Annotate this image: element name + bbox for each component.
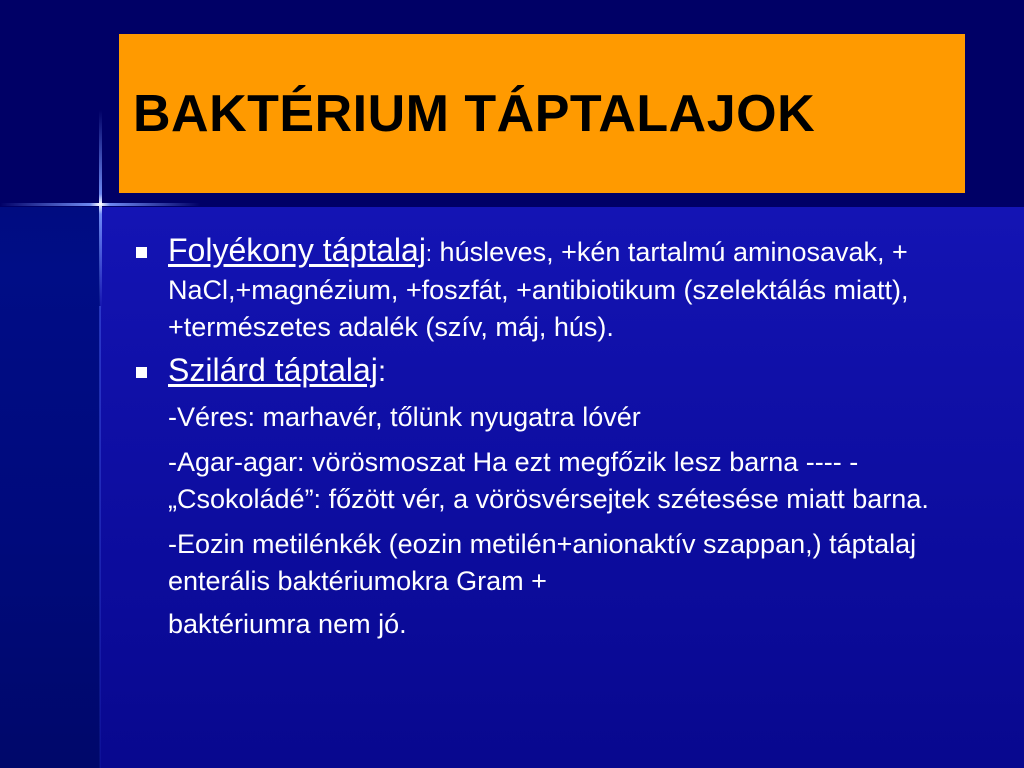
slide-body: [130, 232, 1010, 643]
square-bullet-icon: [136, 367, 147, 378]
square-bullet-icon: [136, 247, 147, 258]
bullet-term: Szilárd táptalaj: [168, 352, 378, 388]
sub-item-eozin: [130, 526, 1010, 643]
bullet-folyekony: [130, 232, 1010, 346]
bullet-text: húsleves, +kén tartalmú aminosavak, + NaCl,+magnézium, +foszfát, +antibiotikum (szelektálás miatt), +természetes adalék (szív, máj, hús).: [168, 237, 909, 342]
sub-item-veres: -Véres: marhavér, tőlünk nyugatra lóvér: [168, 402, 641, 432]
sub-item-eozin-text: -Eozin metilénkék (eozin metilén+anionaktív szappan,) táptalaj enterális baktériumokra Gram +: [168, 529, 917, 596]
bullet-term: Folyékony táptalaj: [168, 232, 426, 268]
slide-title: BAKTÉRIUM TÁPTALAJOK: [133, 84, 816, 143]
sub-item-eozin-tail: baktériumra nem jó.: [168, 609, 407, 639]
sparkle-line-decoration: [99, 306, 101, 768]
bullet-colon: :: [377, 355, 387, 388]
bullet-szilard: [130, 352, 1010, 391]
sparkle-vertical-decoration: [99, 110, 102, 310]
title-box: [119, 34, 965, 193]
bullet-colon: :: [425, 241, 433, 266]
sub-item-agar: -Agar-agar: vörösmoszat Ha ezt megfőzik lesz barna ---- -„Csokoládé”: főzött vér, a vörösvérsejtek szétesése miatt barna.: [168, 447, 929, 514]
